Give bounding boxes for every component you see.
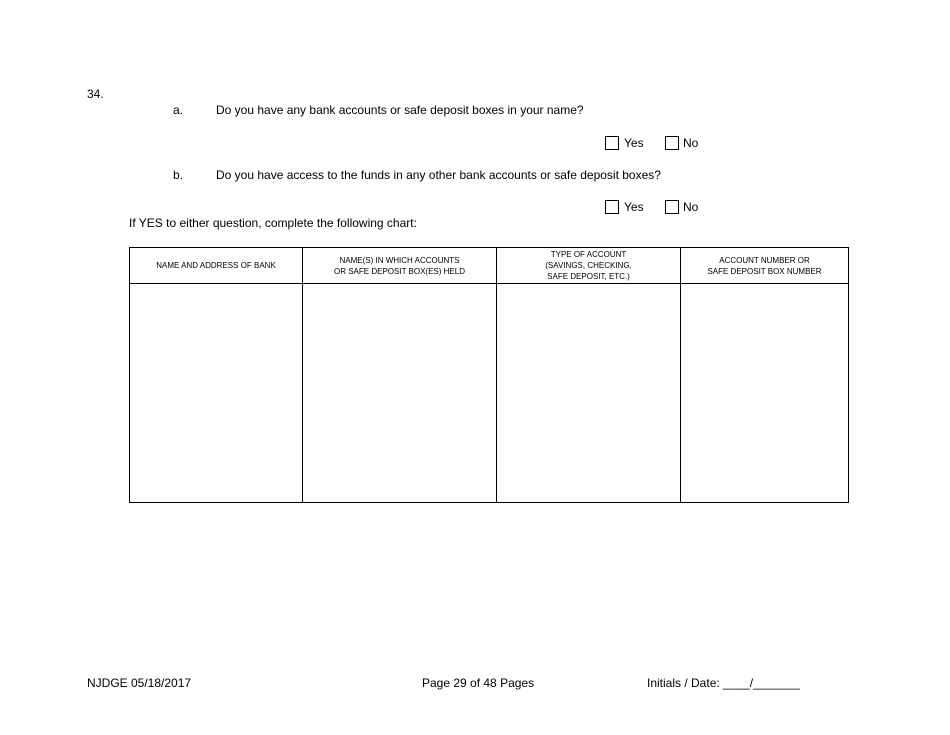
footer-initials-date[interactable]: Initials / Date: ____/_______ [647, 676, 800, 690]
table-header-row [130, 248, 849, 284]
chart-instruction: If YES to either question, complete the following chart: [129, 216, 417, 230]
header-account-type: TYPE OF ACCOUNT (SAVINGS, CHECKING, SAFE DEPOSIT, ETC.) [497, 248, 681, 284]
cell-account-number[interactable] [681, 284, 849, 503]
cell-bank-name-address[interactable] [130, 284, 303, 503]
question-b-no-label: No [683, 200, 699, 214]
question-b-no-checkbox[interactable] [665, 200, 679, 214]
footer-form-id: NJDGE 05/18/2017 [87, 676, 192, 690]
cell-account-type[interactable] [497, 284, 681, 503]
header-account-number: ACCOUNT NUMBER OR SAFE DEPOSIT BOX NUMBER [681, 248, 849, 284]
question-b-text: Do you have access to the funds in any other bank accounts or safe deposit boxes? [216, 168, 661, 182]
question-b-yes-checkbox[interactable] [605, 200, 619, 214]
question-b-letter: b. [173, 168, 184, 182]
footer-page-number: Page 29 of 48 Pages [422, 676, 535, 690]
question-a-no-label: No [683, 136, 699, 150]
question-number: 34. [87, 87, 104, 101]
question-a-letter: a. [173, 103, 184, 117]
cell-account-holder-names[interactable] [303, 284, 497, 503]
question-a-yes-label: Yes [624, 136, 644, 150]
header-account-holder-names: NAME(S) IN WHICH ACCOUNTS OR SAFE DEPOSIT BOX(ES) HELD [303, 248, 497, 284]
question-b-yes-label: Yes [624, 200, 644, 214]
header-bank-name-address: NAME AND ADDRESS OF BANK [130, 248, 303, 284]
question-a-no-checkbox[interactable] [665, 136, 679, 150]
question-a-yes-checkbox[interactable] [605, 136, 619, 150]
question-a-text: Do you have any bank accounts or safe deposit boxes in your name? [216, 103, 584, 117]
table-row [130, 284, 849, 503]
bank-accounts-table [129, 247, 849, 503]
